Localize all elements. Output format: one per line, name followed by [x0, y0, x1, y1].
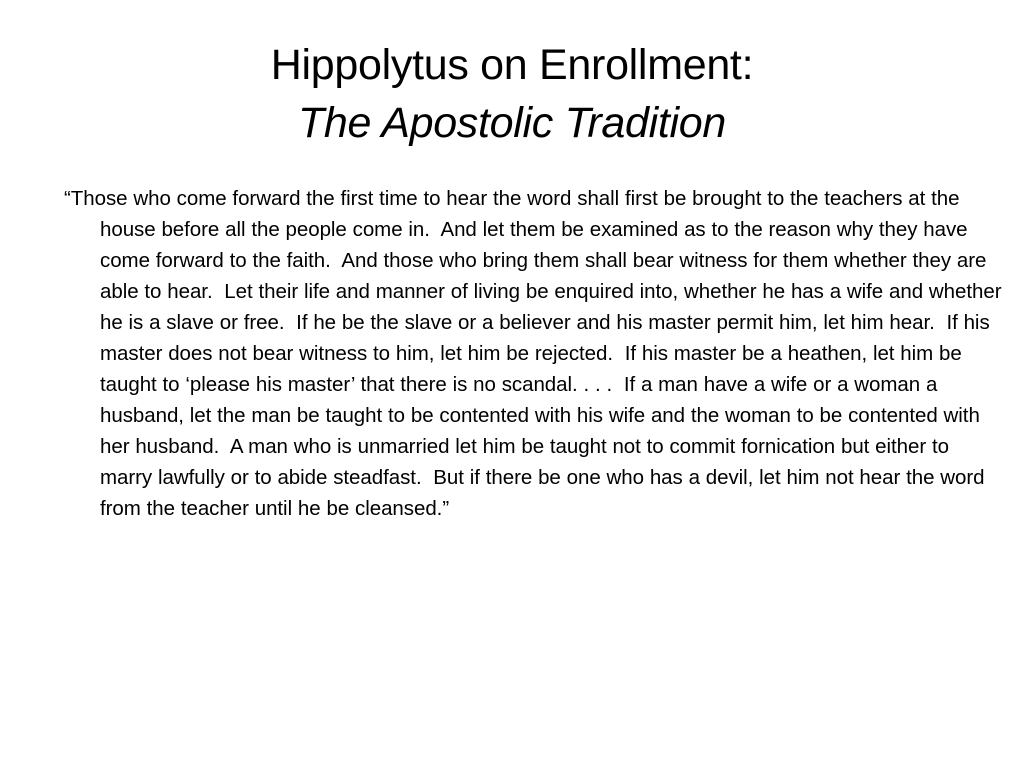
- title-line: Hippolytus on Enrollment:: [270, 41, 754, 89]
- quote-paragraph: “Those who come forward the first time to hear the word shall first be brought to the teachers at the house before all the people come in. And let them be examined as to the reason why they have come forward to the faith. And those who bring them shall bear witness for them whether they are able to hear. Let their life and manner of living be enquired into, whether he has a wife and whether he is a slave or free. If he be the slave or a believer and his master permit him, let him hear. If his master does not bear witness to him, let him be rejected. If his master be a heathen, let him be taught to ‘please his master’ that there is no scandal. . . . If a man have a wife or a woman a husband, let the man be taught to be contented with his wife and the woman to be contented with her husband. A man who is unmarried let him be taught not to commit fornication but either to marry lawfully or to abide steadfast. But if there be one who has a devil, let him not hear the word from the teacher until he be cleansed.”: [64, 187, 1008, 520]
- subtitle-line: The Apostolic Tradition: [297, 99, 727, 147]
- slide-title: [0, 36, 1024, 152]
